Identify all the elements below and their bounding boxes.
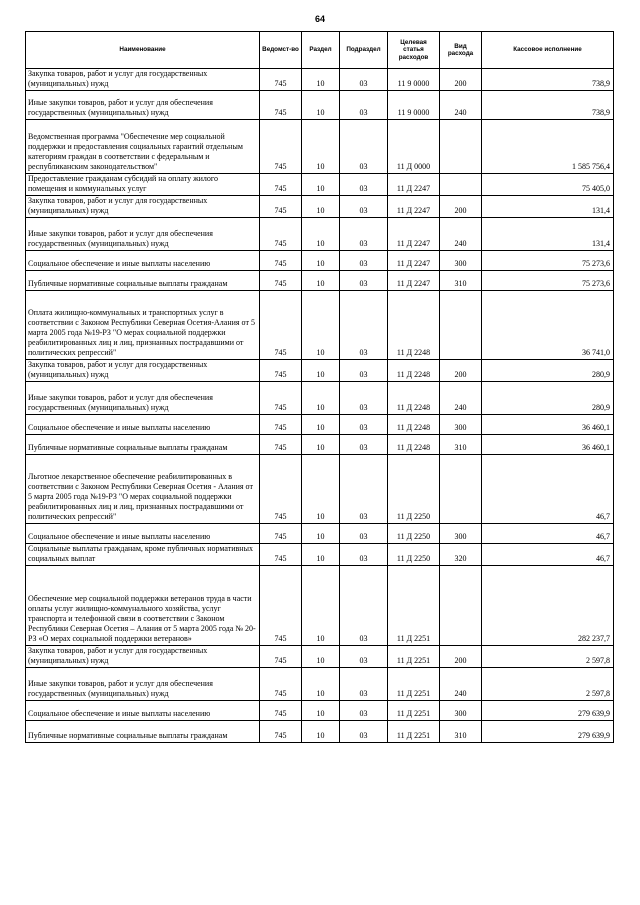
row-type: 300 xyxy=(440,701,482,721)
row-target: 11 Д 2251 xyxy=(388,646,440,668)
row-target: 11 9 0000 xyxy=(388,91,440,120)
row-dept: 745 xyxy=(260,291,302,360)
row-name: Публичные нормативные социальные выплаты гражданам xyxy=(26,721,260,743)
row-name: Социальные выплаты гражданам, кроме публичных нормативных социальных выплат xyxy=(26,544,260,566)
table-row xyxy=(26,701,614,721)
table-row xyxy=(26,120,614,174)
row-amount: 46,7 xyxy=(482,524,614,544)
table-row xyxy=(26,415,614,435)
row-target: 11 Д 2248 xyxy=(388,415,440,435)
row-name: Социальное обеспечение и иные выплаты населению xyxy=(26,524,260,544)
row-amount: 280,9 xyxy=(482,382,614,415)
row-dept: 745 xyxy=(260,174,302,196)
row-dept: 745 xyxy=(260,721,302,743)
row-type: 240 xyxy=(440,218,482,251)
table-row xyxy=(26,435,614,455)
row-name: Закупка товаров, работ и услуг для государственных (муниципальных) нужд xyxy=(26,69,260,91)
row-dept: 745 xyxy=(260,668,302,701)
row-dept: 745 xyxy=(260,218,302,251)
table-row xyxy=(26,360,614,382)
row-subsection: 03 xyxy=(340,382,388,415)
table-row xyxy=(26,721,614,743)
row-amount: 738,9 xyxy=(482,69,614,91)
row-section: 10 xyxy=(302,455,340,524)
row-dept: 745 xyxy=(260,435,302,455)
row-name: Публичные нормативные социальные выплаты гражданам xyxy=(26,435,260,455)
row-dept: 745 xyxy=(260,566,302,646)
table-row xyxy=(26,455,614,524)
table-row xyxy=(26,668,614,701)
row-type: 240 xyxy=(440,382,482,415)
table-row xyxy=(26,251,614,271)
row-target: 11 Д 2248 xyxy=(388,291,440,360)
row-name: Закупка товаров, работ и услуг для государственных (муниципальных) нужд xyxy=(26,196,260,218)
table-row xyxy=(26,218,614,251)
row-subsection: 03 xyxy=(340,435,388,455)
row-type: 300 xyxy=(440,251,482,271)
row-type: 240 xyxy=(440,91,482,120)
row-section: 10 xyxy=(302,69,340,91)
row-type xyxy=(440,455,482,524)
page-number: 64 xyxy=(314,14,325,24)
row-name: Социальное обеспечение и иные выплаты населению xyxy=(26,251,260,271)
row-target: 11 Д 2247 xyxy=(388,218,440,251)
row-amount: 131,4 xyxy=(482,196,614,218)
row-type: 200 xyxy=(440,360,482,382)
row-dept: 745 xyxy=(260,382,302,415)
row-dept: 745 xyxy=(260,415,302,435)
row-name: Оплата жилищно-коммунальных и транспортных услуг в соответствии с Законом Республики Северная Осетия-Алания от 5 марта 2005 года №19-РЗ "О мерах социальной поддержки реабилитированных лиц и лиц, признанных пострадавшими от политических репрессий" xyxy=(26,291,260,360)
row-type: 320 xyxy=(440,544,482,566)
table-row xyxy=(26,69,614,91)
row-target: 11 Д 0000 xyxy=(388,120,440,174)
row-amount: 279 639,9 xyxy=(482,721,614,743)
row-target: 11 Д 2248 xyxy=(388,360,440,382)
row-section: 10 xyxy=(302,251,340,271)
row-name: Социальное обеспечение и иные выплаты населению xyxy=(26,415,260,435)
row-name: Предоставление гражданам субсидий на оплату жилого помещения и коммунальных услуг xyxy=(26,174,260,196)
row-subsection: 03 xyxy=(340,415,388,435)
row-amount: 46,7 xyxy=(482,544,614,566)
row-section: 10 xyxy=(302,544,340,566)
row-section: 10 xyxy=(302,435,340,455)
header-subsection: Подраздел xyxy=(340,32,388,69)
row-type xyxy=(440,174,482,196)
row-amount: 282 237,7 xyxy=(482,566,614,646)
row-subsection: 03 xyxy=(340,218,388,251)
header-dept: Ведомст-во xyxy=(260,32,302,69)
row-type: 300 xyxy=(440,524,482,544)
row-amount: 738,9 xyxy=(482,91,614,120)
row-amount: 279 639,9 xyxy=(482,701,614,721)
row-target: 11 Д 2251 xyxy=(388,566,440,646)
table-header xyxy=(26,32,614,69)
row-type: 200 xyxy=(440,646,482,668)
row-target: 11 9 0000 xyxy=(388,69,440,91)
row-section: 10 xyxy=(302,91,340,120)
row-amount: 36 741,0 xyxy=(482,291,614,360)
row-target: 11 Д 2247 xyxy=(388,271,440,291)
row-dept: 745 xyxy=(260,524,302,544)
header-type: Вид расхода xyxy=(440,32,482,69)
row-subsection: 03 xyxy=(340,668,388,701)
table-row xyxy=(26,382,614,415)
table-row xyxy=(26,91,614,120)
row-amount: 36 460,1 xyxy=(482,415,614,435)
row-dept: 745 xyxy=(260,91,302,120)
row-type: 240 xyxy=(440,668,482,701)
row-section: 10 xyxy=(302,701,340,721)
row-name: Закупка товаров, работ и услуг для государственных (муниципальных) нужд xyxy=(26,646,260,668)
row-amount: 2 597,8 xyxy=(482,668,614,701)
row-section: 10 xyxy=(302,668,340,701)
row-target: 11 Д 2251 xyxy=(388,668,440,701)
row-subsection: 03 xyxy=(340,196,388,218)
row-amount: 46,7 xyxy=(482,455,614,524)
row-dept: 745 xyxy=(260,271,302,291)
table-body xyxy=(26,69,614,743)
row-amount: 280,9 xyxy=(482,360,614,382)
row-target: 11 Д 2250 xyxy=(388,544,440,566)
row-dept: 745 xyxy=(260,455,302,524)
row-amount: 75 273,6 xyxy=(482,271,614,291)
row-dept: 745 xyxy=(260,701,302,721)
budget-table xyxy=(25,31,614,743)
row-target: 11 Д 2247 xyxy=(388,196,440,218)
row-dept: 745 xyxy=(260,646,302,668)
row-section: 10 xyxy=(302,360,340,382)
row-section: 10 xyxy=(302,566,340,646)
row-type xyxy=(440,120,482,174)
row-subsection: 03 xyxy=(340,701,388,721)
row-dept: 745 xyxy=(260,120,302,174)
row-amount: 75 273,6 xyxy=(482,251,614,271)
row-section: 10 xyxy=(302,415,340,435)
row-dept: 745 xyxy=(260,69,302,91)
table-row xyxy=(26,174,614,196)
row-target: 11 Д 2250 xyxy=(388,524,440,544)
row-dept: 745 xyxy=(260,251,302,271)
row-subsection: 03 xyxy=(340,120,388,174)
row-target: 11 Д 2251 xyxy=(388,701,440,721)
row-subsection: 03 xyxy=(340,566,388,646)
row-name: Социальное обеспечение и иные выплаты населению xyxy=(26,701,260,721)
row-type xyxy=(440,566,482,646)
row-type: 310 xyxy=(440,435,482,455)
row-name: Ведомственная программа "Обеспечение мер социальной поддержки и предоставления социальных гарантий отдельным категориям граждан в соответствии с федеральным и республиканским законодательством" xyxy=(26,120,260,174)
table-row xyxy=(26,524,614,544)
table-row xyxy=(26,544,614,566)
table-row xyxy=(26,646,614,668)
row-target: 11 Д 2247 xyxy=(388,174,440,196)
row-subsection: 03 xyxy=(340,455,388,524)
row-amount: 75 405,0 xyxy=(482,174,614,196)
row-target: 11 Д 2250 xyxy=(388,455,440,524)
row-dept: 745 xyxy=(260,196,302,218)
row-section: 10 xyxy=(302,382,340,415)
row-name: Иные закупки товаров, работ и услуг для обеспечения государственных (муниципальных) нужд xyxy=(26,91,260,120)
row-type: 310 xyxy=(440,721,482,743)
row-amount: 131,4 xyxy=(482,218,614,251)
row-subsection: 03 xyxy=(340,271,388,291)
row-section: 10 xyxy=(302,120,340,174)
row-type: 200 xyxy=(440,196,482,218)
row-subsection: 03 xyxy=(340,360,388,382)
row-section: 10 xyxy=(302,524,340,544)
row-subsection: 03 xyxy=(340,721,388,743)
table-row xyxy=(26,271,614,291)
header-name: Наименование xyxy=(26,32,260,69)
row-target: 11 Д 2251 xyxy=(388,721,440,743)
row-subsection: 03 xyxy=(340,544,388,566)
row-target: 11 Д 2248 xyxy=(388,382,440,415)
row-section: 10 xyxy=(302,196,340,218)
row-amount: 2 597,8 xyxy=(482,646,614,668)
row-subsection: 03 xyxy=(340,524,388,544)
table-row xyxy=(26,196,614,218)
row-subsection: 03 xyxy=(340,174,388,196)
row-subsection: 03 xyxy=(340,646,388,668)
row-subsection: 03 xyxy=(340,91,388,120)
row-type: 300 xyxy=(440,415,482,435)
row-name: Закупка товаров, работ и услуг для государственных (муниципальных) нужд xyxy=(26,360,260,382)
row-type xyxy=(440,291,482,360)
row-name: Публичные нормативные социальные выплаты гражданам xyxy=(26,271,260,291)
table-row xyxy=(26,566,614,646)
row-target: 11 Д 2247 xyxy=(388,251,440,271)
header-section: Раздел xyxy=(302,32,340,69)
row-target: 11 Д 2248 xyxy=(388,435,440,455)
row-amount: 36 460,1 xyxy=(482,435,614,455)
row-name: Иные закупки товаров, работ и услуг для обеспечения государственных (муниципальных) нужд xyxy=(26,668,260,701)
row-section: 10 xyxy=(302,646,340,668)
row-subsection: 03 xyxy=(340,291,388,360)
row-dept: 745 xyxy=(260,360,302,382)
row-dept: 745 xyxy=(260,544,302,566)
row-subsection: 03 xyxy=(340,251,388,271)
row-section: 10 xyxy=(302,174,340,196)
table-row xyxy=(26,291,614,360)
row-name: Иные закупки товаров, работ и услуг для обеспечения государственных (муниципальных) нужд xyxy=(26,382,260,415)
row-type: 200 xyxy=(440,69,482,91)
row-subsection: 03 xyxy=(340,69,388,91)
row-name: Обеспечение мер социальной поддержки ветеранов труда в части оплаты услуг жилищно-коммунального хозяйства, услуг транспорта и телефонной связи в соответствии с Законом Республики Северная Осетия – Алания от 5 марта 2005 года № 20- РЗ «О мерах социальной поддержки ветеранов» xyxy=(26,566,260,646)
header-amount: Кассовое исполнение xyxy=(482,32,614,69)
row-section: 10 xyxy=(302,291,340,360)
row-section: 10 xyxy=(302,721,340,743)
row-section: 10 xyxy=(302,218,340,251)
row-type: 310 xyxy=(440,271,482,291)
row-section: 10 xyxy=(302,271,340,291)
row-name: Иные закупки товаров, работ и услуг для обеспечения государственных (муниципальных) нужд xyxy=(26,218,260,251)
row-name: Льготное лекарственное обеспечение реабилитированных в соответствии с Законом Республики Северная Осетия - Алания от 5 марта 2005 года №19-РЗ "О мерах социальной поддержки реабилитированных лиц и лиц, признанных пострадавшими от политических репрессий" xyxy=(26,455,260,524)
header-target: Целевая статья расходов xyxy=(388,32,440,69)
row-amount: 1 585 756,4 xyxy=(482,120,614,174)
